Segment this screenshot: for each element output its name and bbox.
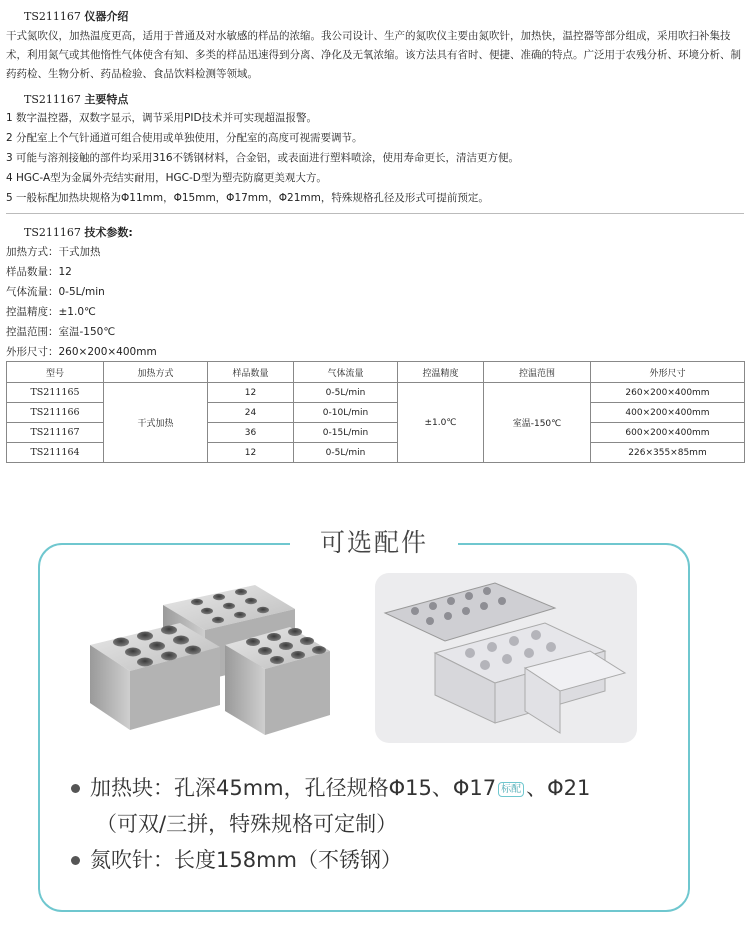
spec-flow: 气体流量：0-5L/min — [6, 286, 105, 298]
heating-block-text-end: 、Φ21 — [526, 776, 591, 800]
accessory-needle: 氮吹针：长度158mm（不锈钢） — [90, 848, 402, 872]
section-divider — [6, 213, 744, 214]
header-precision: 控温精度 — [398, 362, 484, 383]
cell-size: 600×200×400mm — [591, 423, 745, 443]
cell-heating: 干式加热 — [104, 383, 208, 463]
header-flow: 气体流量 — [294, 362, 398, 383]
header-range: 控温范围 — [484, 362, 591, 383]
accessory-heating-block — [90, 772, 590, 802]
cell-model: TS211166 — [7, 403, 104, 423]
accessory-heating-block-note: （可双/三拼，特殊规格可定制） — [96, 812, 398, 836]
spec-table — [6, 361, 745, 463]
heating-block-text: 加热块：孔深45mm，孔径规格Φ15、Φ17 — [90, 776, 497, 800]
standard-badge: 标配 — [498, 782, 524, 797]
intro-code: TS211167 — [24, 10, 81, 23]
spec-precision: 控温精度：±1.0℃ — [6, 306, 96, 318]
tube-rack-image — [375, 573, 637, 743]
spec-size: 外形尺寸：260×200×400mm — [6, 346, 157, 358]
spec-count: 样品数量：12 — [6, 266, 72, 278]
cell-model: TS211165 — [7, 383, 104, 403]
cell-precision: ±1.0℃ — [398, 383, 484, 463]
specs-title: 技术参数: — [84, 226, 133, 239]
cell-count: 36 — [208, 423, 294, 443]
features-code: TS211167 — [24, 93, 81, 106]
features-heading — [24, 91, 128, 107]
feature-item-3: 3 可能与溶剂接触的部件均采用316不锈钢材料，合金铝，或表面进行塑料喷涂，使用寿命更长，清洁更方便。 — [6, 152, 520, 164]
spec-range: 控温范围：室温-150℃ — [6, 326, 116, 338]
cell-count: 12 — [208, 383, 294, 403]
cell-flow: 0-10L/min — [294, 403, 398, 423]
table-header-row — [7, 362, 745, 383]
specs-heading — [24, 224, 133, 240]
cell-count: 24 — [208, 403, 294, 423]
feature-item-2: 2 分配室上个气针通道可组合使用或单独使用，分配室的高度可视需要调节。 — [6, 132, 363, 144]
cell-flow: 0-5L/min — [294, 443, 398, 463]
feature-item-4: 4 HGC-A型为金属外壳结实耐用，HGC-D型为塑壳防腐更美观大方。 — [6, 172, 327, 184]
bullet-dot — [71, 784, 80, 793]
intro-text: 干式氮吹仪，加热温度更高，适用于普通及对水敏感的样品的浓缩。我公司设计、生产的氮吹仪主要由氮吹针，加热快，温控器等部分组成，采用吹扫补集技术，利用氮气或其他惰性气体使含有知、多类的样品迅速得到分离、净化及无氧浓缩。该方法具有省时、便捷、准确的特点。广泛用于农残分析、环境分析、制药药检、生物分析、药品检验、食品饮料检测等领域。 — [6, 30, 741, 80]
specs-code: TS211167 — [24, 226, 81, 239]
feature-item-1: 1 数字温控器，双数字显示，调节采用PID技术并可实现超温报警。 — [6, 112, 318, 124]
header-heating: 加热方式 — [104, 362, 208, 383]
header-model: 型号 — [7, 362, 104, 383]
cell-size: 400×200×400mm — [591, 403, 745, 423]
bullet-dot — [71, 856, 80, 865]
cell-size: 260×200×400mm — [591, 383, 745, 403]
cell-size: 226×355×85mm — [591, 443, 745, 463]
header-count: 样品数量 — [208, 362, 294, 383]
cell-count: 12 — [208, 443, 294, 463]
spec-heating: 加热方式：干式加热 — [6, 246, 101, 258]
heating-block-image — [85, 585, 335, 740]
intro-heading — [24, 8, 128, 24]
cell-flow: 0-5L/min — [294, 383, 398, 403]
intro-title: 仪器介绍 — [84, 10, 129, 23]
accessory-title: 可选配件 — [290, 525, 458, 561]
cell-range: 室温-150℃ — [484, 383, 591, 463]
cell-model: TS211167 — [7, 423, 104, 443]
features-title: 主要特点 — [84, 93, 129, 106]
feature-item-5: 5 一般标配加热块规格为Φ11mm，Φ15mm，Φ17mm，Φ21mm，特殊规格孔径及形式可提前预定。 — [6, 192, 489, 204]
table-row — [7, 383, 745, 403]
header-size: 外形尺寸 — [591, 362, 745, 383]
cell-model: TS211164 — [7, 443, 104, 463]
cell-flow: 0-15L/min — [294, 423, 398, 443]
